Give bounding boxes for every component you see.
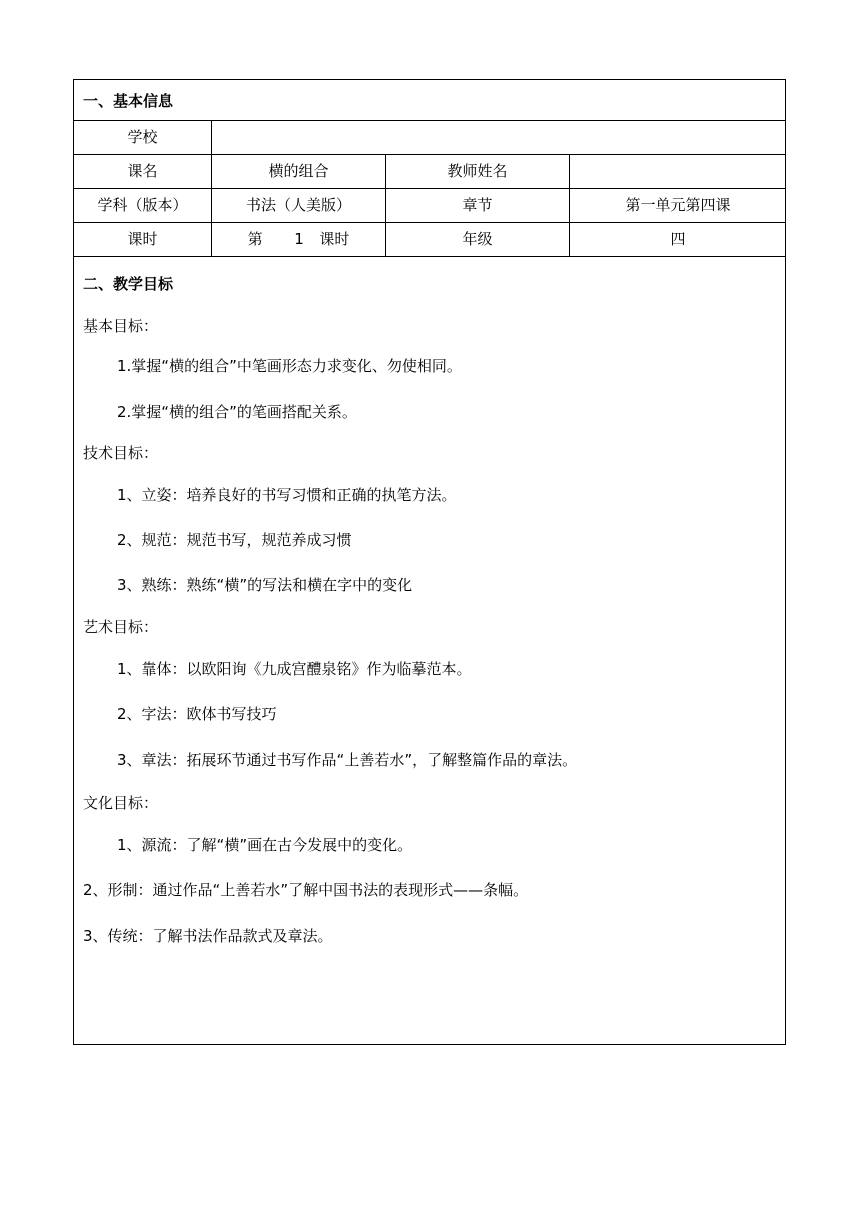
culture-objective-3: 3、传统：了解书法作品款式及章法。 [83,927,333,945]
culture-objective-1: 1、源流：了解“横”画在古今发展中的变化。 [117,836,413,854]
grade-value: 四 [670,230,686,248]
art-objective-3: 3、章法：拓展环节通过书写作品“上善若水”，了解整篇作品的章法。 [117,751,578,769]
culture-objectives-heading: 文化目标： [83,794,159,812]
grade-label: 年级 [462,230,493,248]
section-title-basic-info: 一、基本信息 [83,92,174,110]
period-prefix: 第 [247,230,263,248]
table-rule [74,188,785,189]
technical-objective-1: 1、立姿：培养良好的书写习惯和正确的执笔方法。 [117,486,457,504]
period-value [212,229,385,249]
art-objective-1: 1、靠体：以欧阳询《九成宫醴泉铭》作为临摹范本。 [117,660,472,678]
basic-objective-2: 2.掌握“横的组合”的笔画搭配关系。 [117,403,357,421]
table-rule [74,222,785,223]
subject-label: 学科（版本） [97,196,188,214]
culture-objective-2: 2、形制：通过作品“上善若水”了解中国书法的表现形式——条幅。 [83,881,529,899]
chapter-label: 章节 [462,196,493,214]
basic-objectives-heading: 基本目标： [83,317,159,335]
art-objectives-heading: 艺术目标： [83,618,159,636]
lesson-plan-table [73,79,786,1045]
section-title-objectives: 二、教学目标 [83,275,174,293]
technical-objective-2: 2、规范：规范书写，规范养成习惯 [117,531,352,549]
course-label: 课名 [127,162,158,180]
basic-objective-1: 1.掌握“横的组合”中笔画形态力求变化、勿使相同。 [117,357,462,375]
table-rule [74,256,785,257]
course-value: 横的组合 [268,162,329,180]
subject-value: 书法（人美版） [245,196,351,214]
teacher-label: 教师姓名 [447,162,508,180]
period-number: 1 [294,230,304,248]
table-rule [74,154,785,155]
technical-objectives-heading: 技术目标： [83,444,159,462]
chapter-value: 第一单元第四课 [625,196,731,214]
period-suffix: 课时 [319,230,350,248]
period-label: 课时 [127,230,158,248]
technical-objective-3: 3、熟练：熟练“横”的写法和横在字中的变化 [117,576,413,594]
art-objective-2: 2、字法：欧体书写技巧 [117,705,277,723]
school-label: 学校 [127,128,158,146]
table-rule [74,120,785,121]
